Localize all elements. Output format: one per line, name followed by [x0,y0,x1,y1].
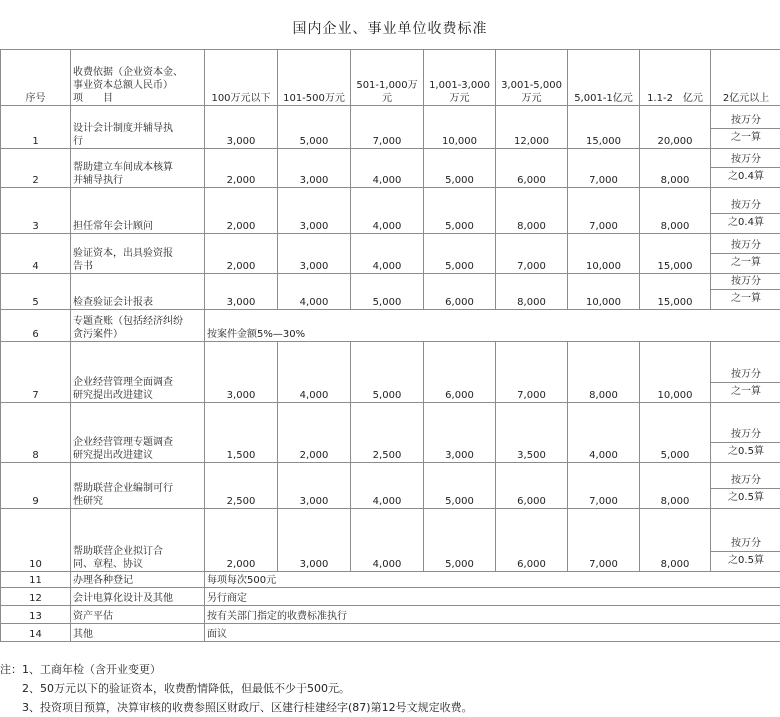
row-rate-cell [711,342,780,403]
row-number [1,463,71,509]
fee-value-label: 7,000 [589,175,618,186]
row-span-label: 按案件金额5%—30% [207,329,306,340]
header-tier-label: 5,001-1亿元 [574,93,633,104]
row-number [1,188,71,234]
fee-value [496,463,568,509]
rate-bottom: 之0.5算 [711,551,780,570]
fee-value-label: 4,000 [589,450,618,461]
fee-value-label: 6,000 [445,390,474,401]
rate-top: 按万分 [731,369,761,380]
fee-value-label: 2,000 [226,261,256,272]
row-item-line: 验证资本，出具验资报 [73,248,173,259]
fee-value-label: 3,000 [299,261,329,272]
fee-value-label: 5,000 [372,390,402,401]
fee-value-label: 3,000 [299,175,329,186]
header-tier [568,50,640,106]
header-tier-label: 101-500万元 [283,93,345,104]
row-item-line: 帮助联营企业拟订合 [73,546,163,557]
row-rate-cell [711,149,780,188]
fee-value [278,403,351,463]
header-tier-label: 2亿元以上 [722,93,770,104]
rate-bottom: 之0.5算 [711,488,780,507]
rate-top: 按万分 [731,475,761,486]
fee-value [640,463,711,509]
row-span-label: 面议 [207,629,227,640]
fee-value [496,234,568,274]
fee-value [205,403,278,463]
fee-value [640,342,711,403]
fee-value [278,342,351,403]
row-number-label: 1 [32,136,39,147]
header-basis-line: 项 目 [73,93,113,104]
row-number-label: 6 [32,329,39,340]
fee-value [351,509,424,572]
header-basis [71,50,205,106]
fee-value [568,274,640,310]
row-item [71,274,205,310]
row-span-label: 按有关部门指定的收费标准执行 [207,611,347,622]
table-row [1,588,780,606]
fee-value-label: 15,000 [586,136,621,147]
row-item [71,106,205,149]
fee-value-label: 2,000 [226,559,256,570]
fee-value-label: 5,000 [445,221,474,232]
fee-value-label: 5,000 [445,559,474,570]
row-number [1,342,71,403]
fee-value-label: 8,000 [517,221,546,232]
fee-value-label: 5,000 [445,261,474,272]
fee-value-label: 20,000 [657,136,693,147]
fee-value [351,188,424,234]
row-span-label: 另行商定 [207,593,247,604]
rate-top: 按万分 [731,538,761,549]
fee-value [496,274,568,310]
row-number-label: 2 [32,175,39,186]
fee-value-label: 5,000 [372,297,402,308]
row-number [1,588,71,606]
row-rate-cell [711,463,780,509]
fee-value-label: 10,000 [657,390,693,401]
fee-value-label: 3,000 [299,559,329,570]
fee-value-label: 6,000 [445,297,474,308]
fee-value-label: 4,000 [299,390,329,401]
fee-value [496,509,568,572]
fee-value-label: 7,000 [589,496,618,507]
row-item-line: 设计会计制度并辅导执 [73,123,173,134]
fee-value-label: 12,000 [514,136,549,147]
fee-value [278,106,351,149]
fee-value-label: 4,000 [372,559,402,570]
fee-value [278,234,351,274]
fee-value-label: 8,000 [660,175,690,186]
row-item [71,342,205,403]
row-number-label: 8 [32,450,39,461]
fee-value [205,188,278,234]
row-number [1,274,71,310]
row-number [1,509,71,572]
fee-value [496,342,568,403]
fee-value [424,403,496,463]
fee-value [205,463,278,509]
fee-value-label: 10,000 [442,136,477,147]
row-item-line: 研究提出改进建议 [73,450,153,461]
note-2: 2、50万元以下的验证资本，收费酌情降低，但最低不少于500元。 [22,682,350,695]
fee-value [496,188,568,234]
header-tier [640,50,711,106]
fee-value [640,234,711,274]
rate-top: 按万分 [731,154,761,165]
row-item-line: 告书 [73,261,93,272]
row-number-label: 7 [32,390,39,401]
fee-value [278,274,351,310]
row-span-text [205,588,780,606]
table-row [1,463,780,509]
fee-value-label: 8,000 [660,221,690,232]
row-item-line: 资产平估 [73,611,113,622]
fee-value-label: 3,000 [226,390,256,401]
row-number [1,234,71,274]
header-tier [205,50,278,106]
row-number [1,624,71,642]
table-row [1,106,780,149]
fee-value [205,234,278,274]
fee-standard-table [0,49,780,642]
row-number-label: 14 [29,629,42,640]
fee-value [424,342,496,403]
fee-value [205,509,278,572]
fee-value [568,342,640,403]
row-number [1,106,71,149]
row-rate-cell [711,188,780,234]
fee-value-label: 3,000 [299,221,329,232]
fee-value-label: 3,000 [226,136,256,147]
fee-value-label: 3,000 [226,297,256,308]
row-number-label: 3 [32,221,39,232]
row-rate-cell [711,509,780,572]
table-row [1,572,780,588]
row-number-label: 9 [32,496,39,507]
row-item [71,149,205,188]
rate-top: 按万分 [731,200,761,211]
fee-value-label: 3,000 [445,450,474,461]
row-item [71,509,205,572]
fee-value [640,274,711,310]
fee-value [568,403,640,463]
header-row [1,50,780,106]
fee-value-label: 4,000 [372,175,402,186]
fee-value [424,274,496,310]
fee-value [424,234,496,274]
fee-value-label: 8,000 [660,496,690,507]
row-number [1,149,71,188]
fee-value [640,403,711,463]
rate-top: 按万分 [731,115,761,126]
header-tier [351,50,424,106]
fee-value [568,509,640,572]
fee-value-label: 4,000 [372,496,402,507]
fee-value-label: 15,000 [657,261,693,272]
fee-value [496,403,568,463]
fee-value [568,149,640,188]
row-number-label: 10 [29,559,42,570]
header-tier [278,50,351,106]
fee-value [568,188,640,234]
row-span-text [205,624,780,642]
row-item-line: 同、章程、协议 [73,559,143,570]
fee-value-label: 10,000 [586,261,621,272]
table-row [1,274,780,310]
row-rate-cell [711,106,780,149]
rate-bottom: 之0.4算 [711,167,780,186]
fee-value-label: 7,000 [589,221,618,232]
fee-value [205,149,278,188]
row-item-line: 行 [73,136,83,147]
row-item [71,606,205,624]
row-span-label: 每项每次500元 [207,575,277,586]
fee-value [568,234,640,274]
row-rate-cell [711,403,780,463]
fee-value-label: 7,000 [517,390,546,401]
fee-value [205,274,278,310]
rate-bottom: 之0.4算 [711,213,780,232]
fee-value [205,106,278,149]
fee-value [640,149,711,188]
table-row [1,310,780,342]
header-tier-label: 100万元以下 [211,93,271,104]
row-span-text [205,572,780,588]
fee-value [424,149,496,188]
fee-value-label: 7,000 [517,261,546,272]
fee-value-label: 4,000 [372,221,402,232]
fee-value-label: 8,000 [589,390,618,401]
notes-section [0,660,473,717]
row-item-line: 担任常年会计顾问 [73,221,153,232]
row-number [1,403,71,463]
fee-value [640,509,711,572]
fee-value [496,149,568,188]
fee-value-label: 4,000 [372,261,402,272]
row-item-line: 企业经营管理全面调查 [73,377,173,388]
table-row [1,509,780,572]
row-item-line: 企业经营管理专题调查 [73,437,173,448]
row-item-line: 其他 [73,629,93,640]
fee-value [424,188,496,234]
rate-top: 按万分 [731,429,761,440]
header-tier-label: 1,001-3,000万元 [429,80,490,104]
fee-value [568,463,640,509]
row-item-line: 办理各种登记 [73,575,133,586]
header-tier-label: 1.1-2 亿元 [647,93,703,104]
row-number-label: 4 [32,261,39,272]
header-tier [711,50,780,106]
row-rate-cell [711,234,780,274]
page-title: 国内企业、事业单位收费标准 [292,21,488,37]
fee-value-label: 3,500 [517,450,546,461]
fee-value [351,274,424,310]
fee-value [424,106,496,149]
fee-value-label: 6,000 [517,175,546,186]
fee-value-label: 2,500 [372,450,402,461]
fee-value [351,342,424,403]
fee-value-label: 10,000 [586,297,621,308]
fee-value-label: 2,500 [226,496,256,507]
fee-value-label: 8,000 [517,297,546,308]
row-item-line: 性研究 [73,496,103,507]
header-seq [1,50,71,106]
row-item [71,310,205,342]
fee-value [640,106,711,149]
fee-value-label: 1,500 [226,450,256,461]
row-item [71,463,205,509]
fee-value-label: 6,000 [517,496,546,507]
row-number [1,606,71,624]
rate-top: 按万分 [731,240,761,251]
header-basis-line: 收费依据（企业资本金、 [73,67,183,78]
fee-value [351,403,424,463]
row-item-line: 帮助建立车间成本核算 [73,162,173,173]
fee-value [351,149,424,188]
rate-top: 按万分 [731,276,761,287]
row-item-line: 会计电算化设计及其他 [73,593,173,604]
row-span-text [205,310,780,342]
row-number [1,310,71,342]
row-number-label: 5 [32,297,39,308]
fee-value [568,106,640,149]
table-row [1,342,780,403]
row-item-line: 并辅导执行 [73,175,123,186]
fee-value-label: 7,000 [589,559,618,570]
rate-bottom: 之一算 [711,253,780,272]
fee-value-label: 8,000 [660,559,690,570]
row-item [71,588,205,606]
rate-bottom: 之0.5算 [711,442,780,461]
row-item-line: 研究提出改进建议 [73,390,153,401]
header-tier [424,50,496,106]
row-item-line: 检查验证会计报表 [73,297,153,308]
fee-value [278,463,351,509]
fee-value-label: 2,000 [299,450,329,461]
header-tier-label: 501-1,000万元 [356,80,418,104]
fee-value-label: 2,000 [226,175,256,186]
fee-value [278,149,351,188]
table-row [1,606,780,624]
fee-value [205,342,278,403]
row-item-line: 专题查账（包括经济纠纷 [73,316,183,327]
row-span-text [205,606,780,624]
fee-value-label: 2,000 [226,221,256,232]
header-seq-label: 序号 [25,93,46,104]
row-item-line: 贪污案件） [73,329,123,340]
fee-value-label: 5,000 [299,136,329,147]
rate-bottom: 之一算 [711,382,780,401]
row-item [71,624,205,642]
fee-value [278,509,351,572]
table-row [1,149,780,188]
fee-value-label: 5,000 [445,496,474,507]
fee-value [640,188,711,234]
fee-value [424,463,496,509]
header-basis-line: 事业资本总额人民币） [73,80,173,91]
fee-value [496,106,568,149]
fee-value-label: 15,000 [657,297,693,308]
fee-value-label: 6,000 [517,559,546,570]
header-tier [496,50,568,106]
row-item-line: 帮助联营企业编制可行 [73,483,173,494]
row-item [71,188,205,234]
row-item [71,403,205,463]
row-number [1,572,71,588]
row-number-label: 12 [29,593,42,604]
row-item [71,572,205,588]
fee-value [424,509,496,572]
fee-value [351,106,424,149]
note-1: 注：1、工商年检（含开业变更） [0,663,161,676]
fee-value-label: 5,000 [660,450,690,461]
row-item [71,234,205,274]
header-tier-label: 3,001-5,000万元 [501,80,562,104]
row-number-label: 11 [29,575,42,586]
fee-value-label: 5,000 [445,175,474,186]
row-rate-cell [711,274,780,310]
row-number-label: 13 [29,611,42,622]
fee-value [351,463,424,509]
fee-value-label: 3,000 [299,496,329,507]
rate-bottom: 之一算 [711,289,780,308]
table-row [1,234,780,274]
table-row [1,624,780,642]
fee-value-label: 4,000 [299,297,329,308]
table-row [1,403,780,463]
table-row [1,188,780,234]
note-3: 3、投资项目预算，决算审核的收费参照区财政厅、区建行桂建经字(87)第12号文规定收费。 [22,701,473,714]
fee-value [278,188,351,234]
fee-value [351,234,424,274]
fee-value-label: 7,000 [372,136,402,147]
rate-bottom: 之一算 [711,128,780,147]
